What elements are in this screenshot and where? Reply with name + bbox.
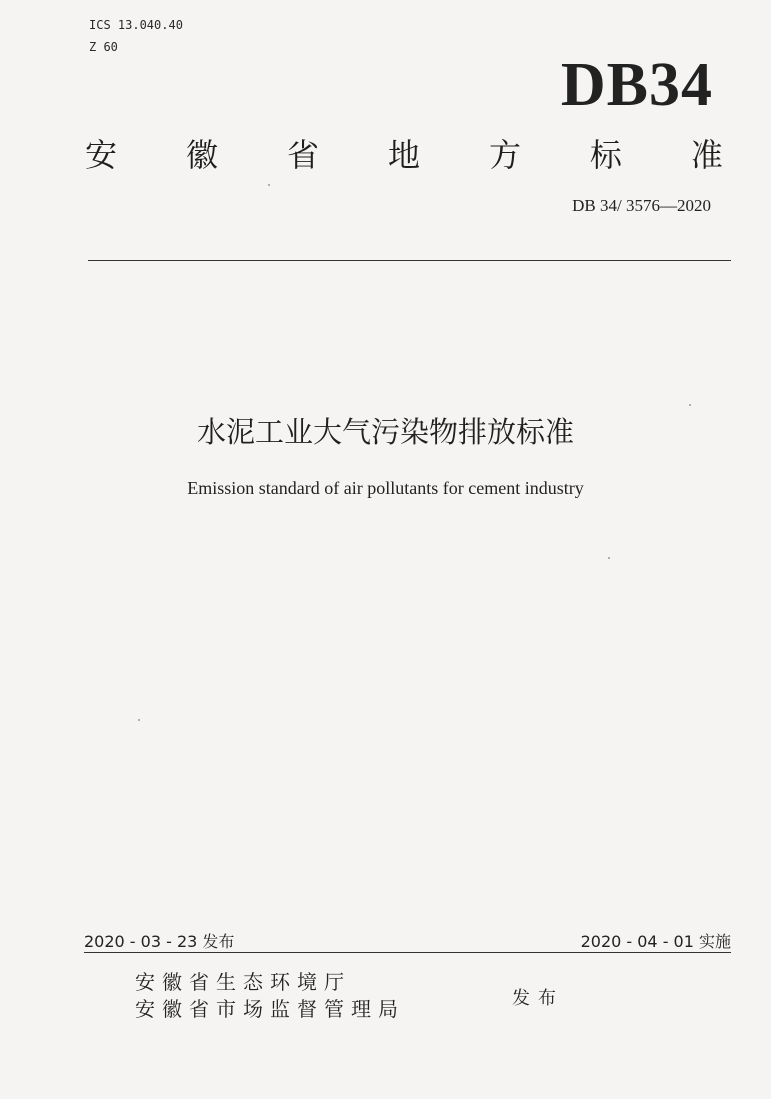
standard-logo: DB34 <box>560 51 713 119</box>
top-divider <box>88 260 731 261</box>
scan-speck <box>268 184 270 186</box>
issue-date: 2020 - 03 - 23 发布 <box>84 932 235 951</box>
ics-code: ICS 13.040.40 <box>89 18 183 32</box>
standard-type-char: 方 <box>488 136 521 174</box>
document-title-english: Emission standard of air pollutants for cement industry <box>187 478 584 498</box>
bottom-divider <box>84 952 731 953</box>
scan-speck <box>138 719 140 721</box>
publish-label: 发布 <box>512 988 564 1009</box>
scan-speck <box>608 557 610 559</box>
standard-type-char: 标 <box>589 136 622 174</box>
standard-type-char: 准 <box>690 136 723 174</box>
issuer-market-regulation-bureau: 安徽省市场监督管理局 <box>135 997 405 1021</box>
standard-type-char: 省 <box>286 136 319 174</box>
implementation-date: 2020 - 04 - 01 实施 <box>580 932 731 951</box>
scan-speck <box>689 404 691 406</box>
standard-type-heading <box>85 130 723 176</box>
standard-number: DB 34/ 3576—2020 <box>572 196 711 215</box>
standard-type-char: 地 <box>387 136 420 174</box>
document-title-chinese: 水泥工业大气污染物排放标准 <box>196 415 574 449</box>
standard-type-char: 徽 <box>185 136 218 174</box>
classification-code: Z 60 <box>89 40 118 54</box>
standard-type-char: 安 <box>85 136 118 174</box>
issuer-ecology-department: 安徽省生态环境厅 <box>135 970 351 994</box>
